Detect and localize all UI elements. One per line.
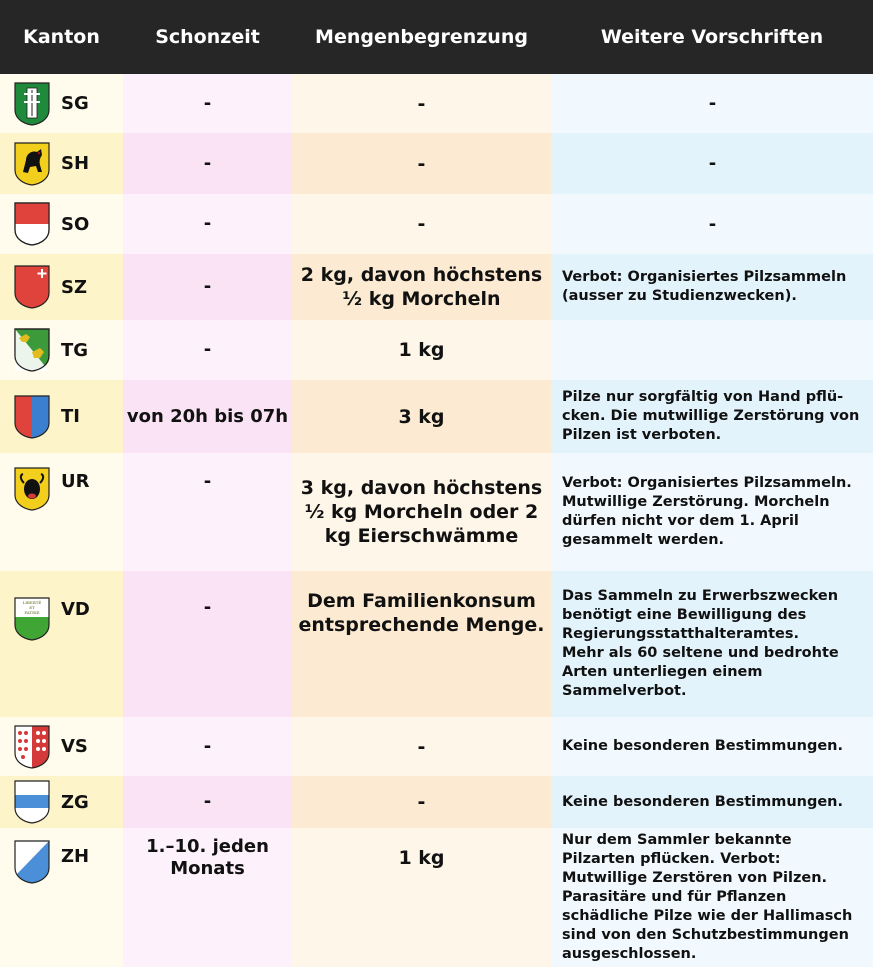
mengenbegrenzung-cell: 3 kg xyxy=(292,380,551,453)
table-row xyxy=(0,380,873,453)
kanton-code: SO xyxy=(61,213,90,235)
vs-shield-icon xyxy=(14,725,50,769)
kanton-cell xyxy=(0,194,123,254)
schonzeit-cell: - xyxy=(123,717,292,776)
weitere-vorschriften-cell: Keine besonderen Bestimmungen. xyxy=(551,717,873,776)
schonzeit-cell: - xyxy=(123,254,292,320)
weitere-vorschriften-cell: Nur dem Sammler bekannte Pilzarten pflücken. Verbot: Mutwillige Zerstören von Pilzen. Parasitäre und für Pflanzen schädliche Pilze wie der Hallimasch sind von den Schutzbestimmungen ausgeschlossen. xyxy=(551,828,873,967)
kanton-cell xyxy=(0,320,123,380)
mengenbegrenzung-cell: 1 kg xyxy=(292,320,551,380)
schonzeit-cell: - xyxy=(123,776,292,828)
table-row xyxy=(0,194,873,254)
table-row xyxy=(0,254,873,320)
mengenbegrenzung-cell: - xyxy=(292,776,551,828)
schonzeit-cell: - xyxy=(123,571,292,717)
header-row xyxy=(0,0,873,74)
header-mengenbegrenzung: Mengenbegrenzung xyxy=(292,0,551,74)
mengenbegrenzung-cell: 1 kg xyxy=(292,828,551,967)
mengenbegrenzung-cell: Dem Familienkonsum entsprechende Menge. xyxy=(292,571,551,717)
zh-shield-icon xyxy=(14,840,50,884)
header-kanton: Kanton xyxy=(0,0,123,74)
sz-shield-icon xyxy=(14,265,50,309)
sh-shield-icon xyxy=(14,142,50,186)
ur-shield-icon xyxy=(14,467,50,511)
vd-motto-line3: PATRIE xyxy=(24,610,40,615)
weitere-vorschriften-cell: Pilze nur sorgfältig von Hand pflücken. Die mutwillige Zerstörung von Pilzen ist verboten. xyxy=(551,380,873,453)
vd-motto-line1: LIBERTÉ xyxy=(22,600,42,605)
weitere-vorschriften-cell: Verbot: Organisiertes Pilzsammeln (ausser zu Studienzwecken). xyxy=(551,254,873,320)
mengenbegrenzung-cell: 2 kg, davon höchstens ½ kg Morcheln xyxy=(292,254,551,320)
header-schonzeit: Schonzeit xyxy=(123,0,292,74)
tg-shield-icon xyxy=(14,328,50,372)
kanton-cell xyxy=(0,254,123,320)
kanton-code: SG xyxy=(61,93,89,114)
kanton-code: TI xyxy=(61,406,80,427)
table-row xyxy=(0,717,873,776)
mengenbegrenzung-cell: 3 kg, davon höchstens ½ kg Morcheln oder 2 kg Eierschwämme xyxy=(292,453,551,571)
weitere-vorschriften-cell: - xyxy=(551,133,873,194)
schonzeit-cell: - xyxy=(123,320,292,380)
kanton-cell xyxy=(0,133,123,194)
kanton-code: ZH xyxy=(61,846,90,867)
zg-shield-icon xyxy=(14,780,50,824)
kanton-cell xyxy=(0,776,123,828)
weitere-vorschriften-text: Das Sammeln zu Erwerbszwecken benötigt eine Bewilligung des Regierungsstatthalteramtes. Mehr als 60 seltene und bedrohte Arten unterliegen einem Sammelverbot. xyxy=(562,588,839,699)
mengenbegrenzung-cell: - xyxy=(292,133,551,194)
mengenbegrenzung-cell: - xyxy=(292,194,551,254)
kanton-code: SH xyxy=(61,153,90,174)
kanton-code: TG xyxy=(61,339,89,361)
weitere-vorschriften-cell: Verbot: Organisiertes Pilzsammeln. Mutwillige Zerstörung. Morcheln dürfen nicht vor dem 1. April gesammelt werden. xyxy=(551,453,873,571)
kanton-cell xyxy=(0,74,123,133)
schonzeit-cell: - xyxy=(123,453,292,571)
weitere-vorschriften-cell xyxy=(551,320,873,380)
table-row xyxy=(0,453,873,571)
table-row xyxy=(0,74,873,133)
schonzeit-cell: - xyxy=(123,133,292,194)
kanton-cell xyxy=(0,828,123,967)
weitere-vorschriften-cell xyxy=(551,571,873,717)
kanton-code: UR xyxy=(61,471,90,492)
mengenbegrenzung-cell: - xyxy=(292,717,551,776)
vd-motto-line2: ET xyxy=(29,605,35,610)
schonzeit-cell: 1.–10. jeden Monats xyxy=(123,828,292,967)
ti-shield-icon xyxy=(14,395,50,439)
vd-shield-icon xyxy=(14,597,50,641)
mengenbegrenzung-cell: - xyxy=(292,74,551,133)
sg-shield-icon xyxy=(14,82,50,126)
weitere-vorschriften-cell: - xyxy=(551,194,873,254)
weitere-vorschriften-cell: - xyxy=(551,74,873,133)
kanton-cell xyxy=(0,380,123,453)
kanton-cell xyxy=(0,571,123,717)
kanton-cell xyxy=(0,453,123,571)
kanton-code: SZ xyxy=(61,276,88,298)
table-row xyxy=(0,776,873,828)
table-row xyxy=(0,828,873,967)
kanton-code: VD xyxy=(61,599,90,620)
schonzeit-cell: von 20h bis 07h xyxy=(123,380,292,453)
kanton-code: VS xyxy=(61,736,88,757)
table-row xyxy=(0,571,873,717)
schonzeit-cell: - xyxy=(123,74,292,133)
schonzeit-cell: - xyxy=(123,194,292,254)
table-row xyxy=(0,133,873,194)
weitere-vorschriften-cell: Keine besonderen Bestimmungen. xyxy=(551,776,873,828)
table-row xyxy=(0,320,873,380)
kanton-cell xyxy=(0,717,123,776)
kanton-code: ZG xyxy=(61,791,89,813)
header-weitere-vorschriften: Weitere Vorschriften xyxy=(551,0,873,74)
so-shield-icon xyxy=(14,202,50,246)
